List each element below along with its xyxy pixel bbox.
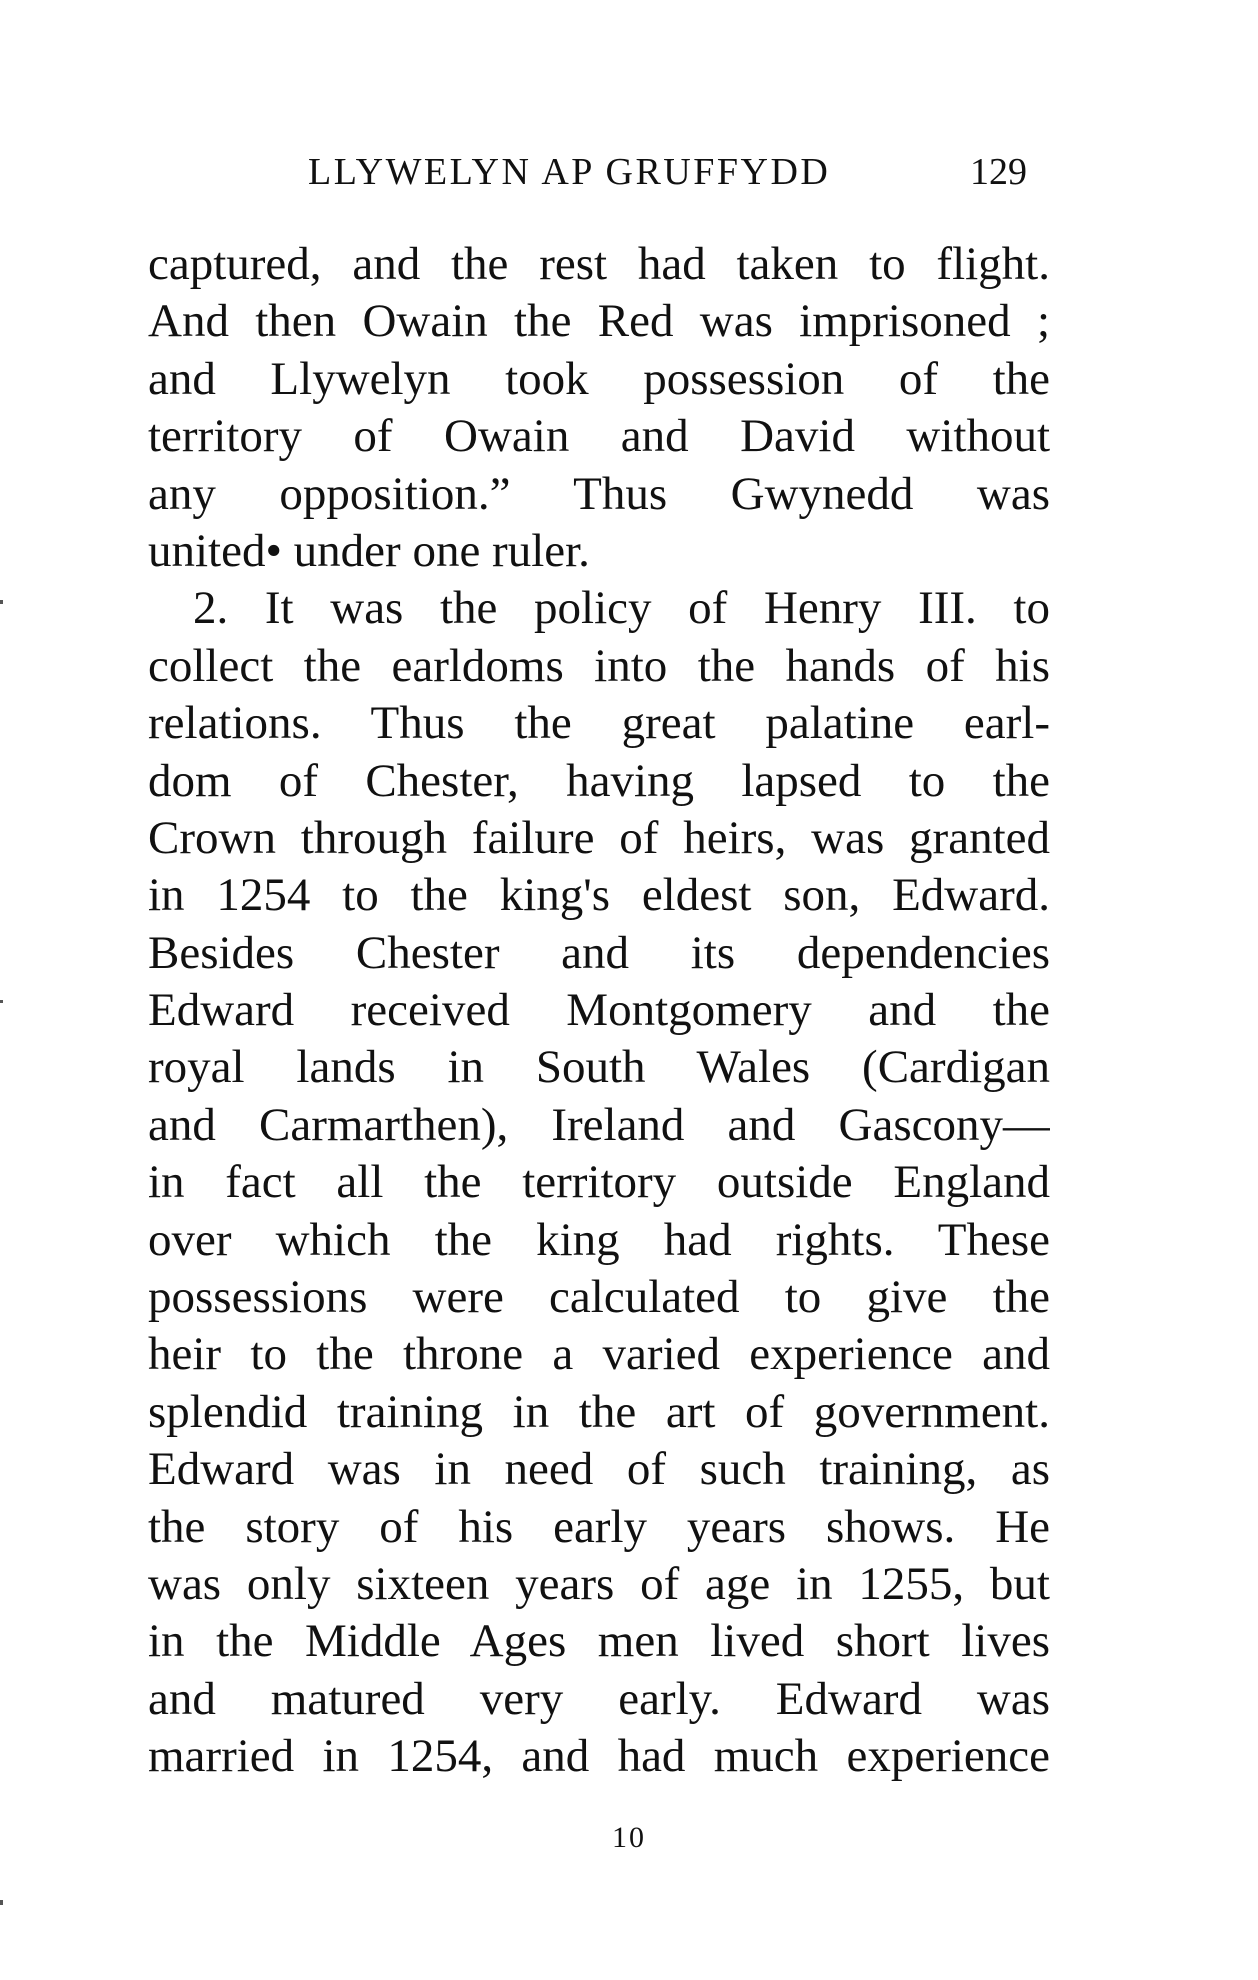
text-line: collect the earldoms into the hands of his [148,639,1050,692]
text-line: and matured very early. Edward was [148,1672,1050,1725]
scan-edge-mark [0,1000,3,1003]
text-line: relations. Thus the great palatine earl- [148,697,1050,750]
text-line: Edward was in need of such training, as [148,1443,1050,1496]
text-line: royal lands in South Wales (Cardigan [148,1041,1050,1094]
text-line: And then Owain the Red was imprisoned ; [148,295,1050,348]
text-line: married in 1254, and had much experience [148,1730,1050,1783]
text-line: and Llywelyn took possession of the [148,352,1050,405]
signature-mark: 10 [612,1821,646,1854]
scan-edge-mark [0,1900,3,1905]
text-line: over which the king had rights. These [148,1213,1050,1266]
text-line: was only sixteen years of age in 1255, but [148,1557,1050,1610]
text-line: Besides Chester and its dependencies [148,926,1050,979]
text-line: possessions were calculated to give the [148,1271,1050,1324]
running-title: LLYWELYN AP GRUFFYDD [308,151,831,193]
text-line: splendid training in the art of government. [148,1385,1050,1438]
running-head [0,142,1258,202]
text-line: in the Middle Ages men lived short lives [148,1615,1050,1668]
text-line: in fact all the territory outside England [148,1156,1050,1209]
text-line: any opposition.” Thus Gwynedd was [148,467,1050,520]
scan-edge-mark [0,600,3,604]
text-line: captured, and the rest had taken to flight. [148,238,1050,290]
text-line: heir to the throne a varied experience and [148,1328,1050,1381]
text-line: in 1254 to the king's eldest son, Edward. [148,869,1050,922]
text-line: dom of Chester, having lapsed to the [148,754,1050,807]
text-line: Crown through failure of heirs, was granted [148,811,1050,864]
text-line: 2. It was the policy of Henry III. to [193,582,1050,635]
text-line: Edward received Montgomery and the [148,984,1050,1037]
text-line: territory of Owain and David without [148,410,1050,463]
page-number: 129 [970,151,1027,193]
text-line: united• under one ruler. [148,524,590,577]
text-line: and Carmarthen), Ireland and Gascony— [148,1098,1050,1151]
text-line: the story of his early years shows. He [148,1500,1050,1553]
body-text [148,236,1050,1786]
